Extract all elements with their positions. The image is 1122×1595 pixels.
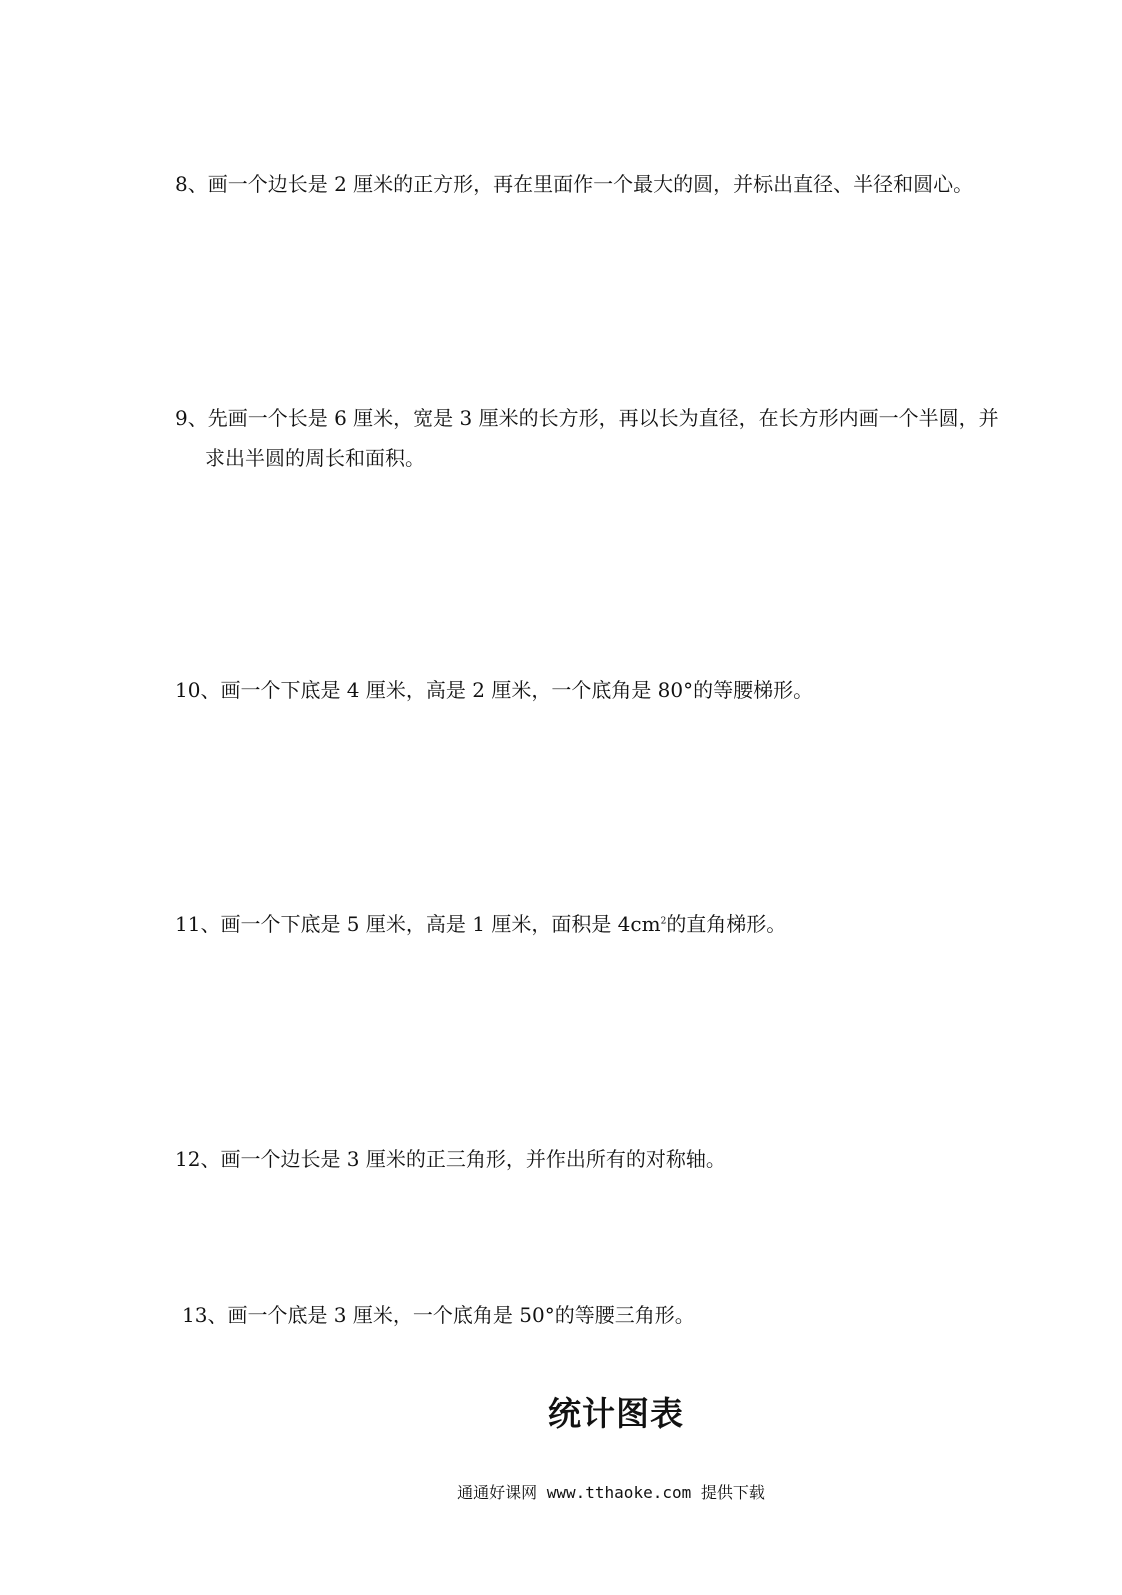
question-10-text: 10、画一个下底是 4 厘米，高是 2 厘米，一个底角是 80°的等腰梯形。 bbox=[175, 678, 814, 702]
question-11-superscript: 2 bbox=[660, 916, 667, 927]
question-8-text: 8、画一个边长是 2 厘米的正方形，再在里面作一个最大的圆，并标出直径、半径和圆心。 bbox=[175, 172, 974, 196]
question-9-line-2: 求出半圆的周长和面积。 bbox=[205, 446, 425, 470]
question-12-text: 12、画一个边长是 3 厘米的正三角形，并作出所有的对称轴。 bbox=[175, 1147, 726, 1171]
question-9 bbox=[175, 398, 999, 478]
question-13 bbox=[182, 1295, 695, 1335]
footer-credit: 通通好课网 www.tthaoke.com 提供下载 bbox=[457, 1483, 765, 1502]
section-title: 统计图表 bbox=[548, 1394, 684, 1433]
question-13-text: 13、画一个底是 3 厘米，一个底角是 50°的等腰三角形。 bbox=[182, 1303, 695, 1327]
question-11 bbox=[175, 904, 786, 944]
question-10 bbox=[175, 670, 813, 710]
question-11-text-before: 11、画一个下底是 5 厘米，高是 1 厘米，面积是 4cm bbox=[175, 912, 661, 936]
question-8 bbox=[175, 164, 973, 204]
question-9-line-1: 9、先画一个长是 6 厘米，宽是 3 厘米的长方形，再以长为直径，在长方形内画一个半圆，并 bbox=[175, 406, 999, 430]
question-11-text-after: 的直角梯形。 bbox=[666, 912, 787, 936]
question-12 bbox=[175, 1139, 726, 1179]
